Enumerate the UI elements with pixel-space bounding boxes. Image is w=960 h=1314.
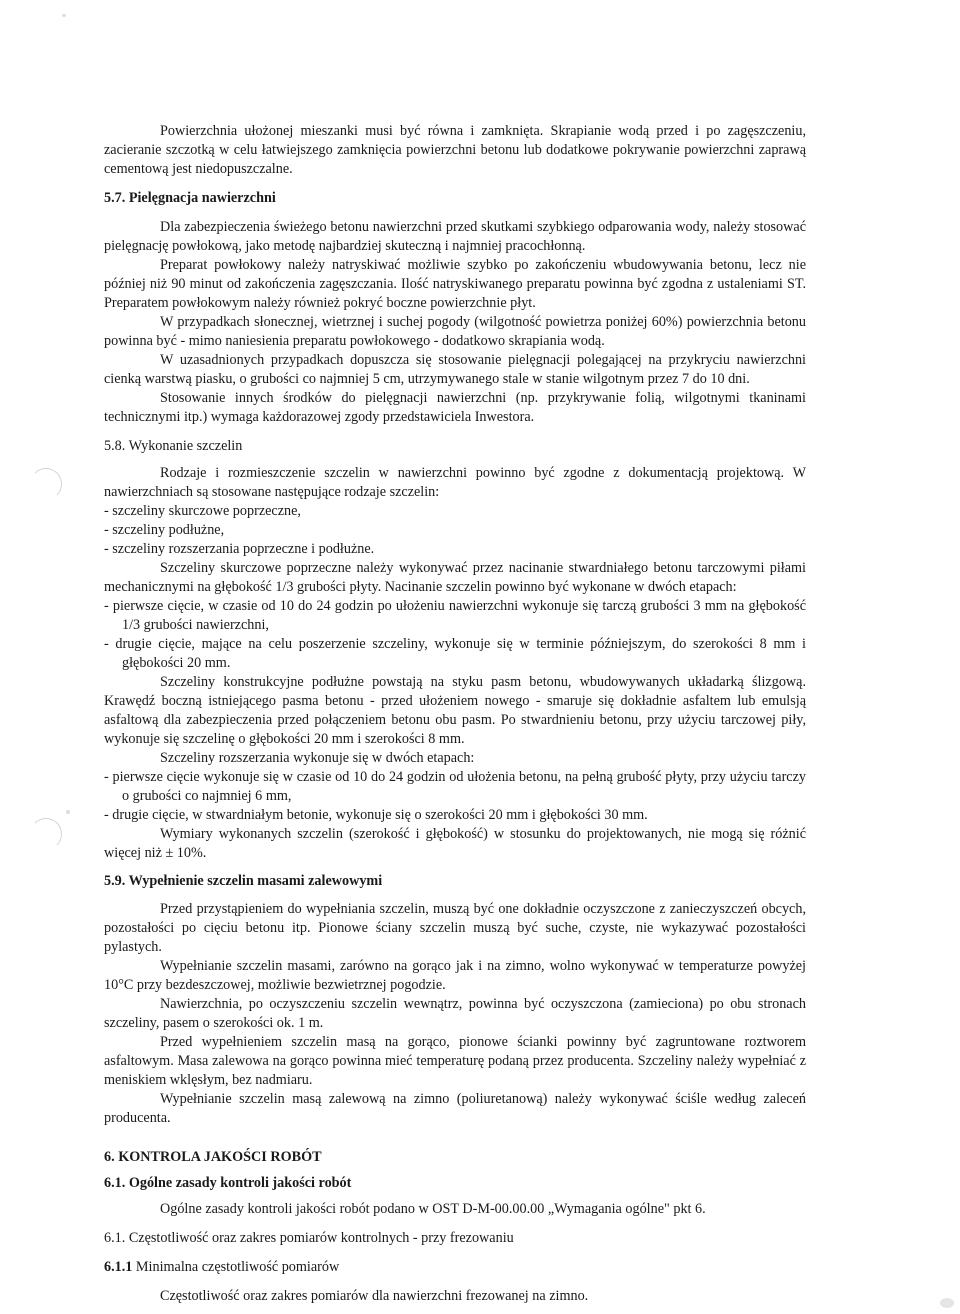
document-body	[104, 122, 806, 1306]
section-6-1-1-text: Częstotliwość oraz zakres pomiarów dla nawierzchni frezowanej na zimno.	[160, 1288, 589, 1304]
paragraph: Szczeliny rozszerzania wykonuje się w dwóch etapach:	[160, 750, 475, 766]
section-5-9-heading: 5.9. Wypełnienie szczelin masami zalewowymi	[104, 873, 383, 889]
section-5-8-heading: 5.8. Wykonanie szczelin	[104, 438, 243, 454]
paragraph: Szczeliny konstrukcyjne podłużne powstają na styku pasm betonu, wbudowywanych układarką ślizgową. Krawędź boczną istniejącego pasma betonu - przed ułożeniem nowego - smaruje się dokładnie asfaltem lub emulsją asfaltową dla zabezpieczenia przed połączeniem betonu obu pasm. Po stwardnieniu betonu, przy użyciu tarczowej piły, wykonuje się szczelinę o głębokości 20 mm i szerokości 8 mm.	[104, 674, 806, 747]
paragraph: Przed przystąpieniem do wypełniania szczelin, muszą być one dokładnie oczyszczone z zanieczyszczeń obcych, pozostałości po cięciu betonu itp. Pionowe ściany szczelin muszą być suche, czyste, nie wykazywać pozostałości pylastych.	[104, 901, 806, 955]
section-6-1-measurements-heading: 6.1. Częstotliwość oraz zakres pomiarów kontrolnych - przy frezowaniu	[104, 1230, 514, 1246]
section-5-7-body	[104, 218, 806, 427]
list-item: - drugie cięcie, mające na celu poszerzenie szczeliny, wykonuje się w terminie późniejszym, do szerokości 8 mm i głębokości 20 mm.	[104, 636, 806, 671]
paragraph: Nawierzchnia, po oczyszczeniu szczelin wewnątrz, powinna być oczyszczona (zamieciona) po obu stronach szczeliny, pasem o szerokości ok. 1 m.	[104, 996, 806, 1031]
paragraph: Wymiary wykonanych szczelin (szerokość i głębokość) w stosunku do projektowanych, nie mogą się różnić więcej niż ± 10%.	[104, 826, 806, 861]
section-6-1-text: Ogólne zasady kontroli jakości robót podano w OST D-M-00.00.00 „Wymagania ogólne" pkt 6.	[160, 1201, 706, 1217]
scan-speck	[66, 810, 70, 814]
paragraph: Szczeliny skurczowe poprzeczne należy wykonywać przez nacinanie stwardniałego betonu tarczowymi piłami mechanicznymi na głębokość 1/3 grubości płyty. Nacinanie szczelin powinno być wykonane w dwóch etapach:	[104, 560, 806, 595]
paragraph: Preparat powłokowy należy natryskiwać możliwie szybko po zakończeniu wbudowywania betonu, lecz nie później niż 90 minut od zakończenia zagęszczania. Ilość natryskiwanego preparatu powinna być zgodna z ustaleniami ST. Preparatem powłokowym należy również pokryć boczne powierzchnie płyt.	[104, 257, 806, 311]
list-item: - szczeliny podłużne,	[104, 522, 225, 538]
list-item: - pierwsze cięcie, w czasie od 10 do 24 godzin po ułożeniu nawierzchni wykonuje się tarczą grubości 3 mm na głębokość 1/3 grubości nawierzchni,	[104, 598, 806, 633]
scan-speck	[940, 1298, 954, 1308]
list-item: - szczeliny rozszerzania poprzeczne i podłużne.	[104, 541, 375, 557]
list-item: - drugie cięcie, w stwardniałym betonie, wykonuje się o szerokości 20 mm i głębokości 30 mm.	[104, 807, 648, 823]
list-item: - pierwsze cięcie wykonuje się w czasie od 10 do 24 godzin od ułożenia betonu, na pełną grubość płyty, przy użyciu tarczy o grubości co najmniej 6 mm,	[104, 769, 806, 804]
list-item: - szczeliny skurczowe poprzeczne,	[104, 503, 301, 519]
paragraph: Stosowanie innych środków do pielęgnacji nawierzchni (np. przykrywanie folią, wilgotnymi tkaninami technicznymi itp.) wymaga każdorazowej zgody przedstawiciela Inwestora.	[104, 390, 806, 425]
punch-hole	[30, 468, 62, 500]
section-6-1-1-heading	[104, 1258, 806, 1277]
paragraph: W uzasadnionych przypadkach dopuszcza się stosowanie pielęgnacji polegającej na przykryciu nawierzchni cienką warstwą piasku, o grubości co najmniej 5 cm, utrzymywanego stale w stanie wilgotnym przez 7 do 10 dni.	[104, 352, 806, 387]
punch-hole	[30, 818, 62, 850]
scan-speck	[62, 14, 66, 17]
section-5-8-body	[104, 464, 806, 863]
section-5-7-heading: 5.7. Pielęgnacja nawierzchni	[104, 190, 276, 206]
section-5-9-body	[104, 900, 806, 1128]
section-6-1-heading: 6.1. Ogólne zasady kontroli jakości robót	[104, 1175, 352, 1191]
paragraph: Powierzchnia ułożonej mieszanki musi być równa i zamknięta. Skrapianie wodą przed i po zagęszczeniu, zacieranie szczotką w celu łatwiejszego zamknięcia powierzchni betonu lub dodatkowe pokrywanie powierzchni zaprawą cementową jest niedopuszczalne.	[104, 123, 806, 177]
paragraph: W przypadkach słonecznej, wietrznej i suchej pogody (wilgotność powietrza poniżej 60%) powierzchnia betonu powinna być - mimo naniesienia preparatu powłokowego - dodatkowo skrapiania wodą.	[104, 314, 806, 349]
paragraph: Wypełnianie szczelin masą zalewową na zimno (poliuretanową) należy wykonywać ściśle według zaleceń producenta.	[104, 1091, 806, 1126]
section-number: 6.1.1	[104, 1259, 133, 1275]
paragraph: Wypełnianie szczelin masami, zarówno na gorąco jak i na zimno, wolno wykonywać w temperaturze powyżej 10°C przy bezdeszczowej, możliwie bezwietrznej pogodzie.	[104, 958, 806, 993]
paragraph: Dla zabezpieczenia świeżego betonu nawierzchni przed skutkami szybkiego odparowania wody, należy stosować pielęgnację powłokową, jako metodę najbardziej skuteczną i najmniej pracochłonną.	[104, 219, 806, 254]
chapter-6-heading: 6. KONTROLA JAKOŚCI ROBÓT	[104, 1149, 322, 1165]
paragraph: Rodzaje i rozmieszczenie szczelin w nawierzchni powinno być zgodne z dokumentacją projektową. W nawierzchniach są stosowane następujące rodzaje szczelin:	[104, 465, 806, 500]
section-6-1-1-heading-text: 6.1.1 Minimalna częstotliwość pomiarów	[104, 1259, 340, 1275]
paragraph: Przed wypełnieniem szczelin masą na gorąco, pionowe ścianki powinny być zagruntowane roztworem asfaltowym. Masa zalewowa na gorąco powinna mieć temperaturę podaną przez producenta. Szczeliny należy wypełniać z meniskiem wklęsłym, bez nadmiaru.	[104, 1034, 806, 1088]
intro-paragraphs	[104, 122, 806, 179]
